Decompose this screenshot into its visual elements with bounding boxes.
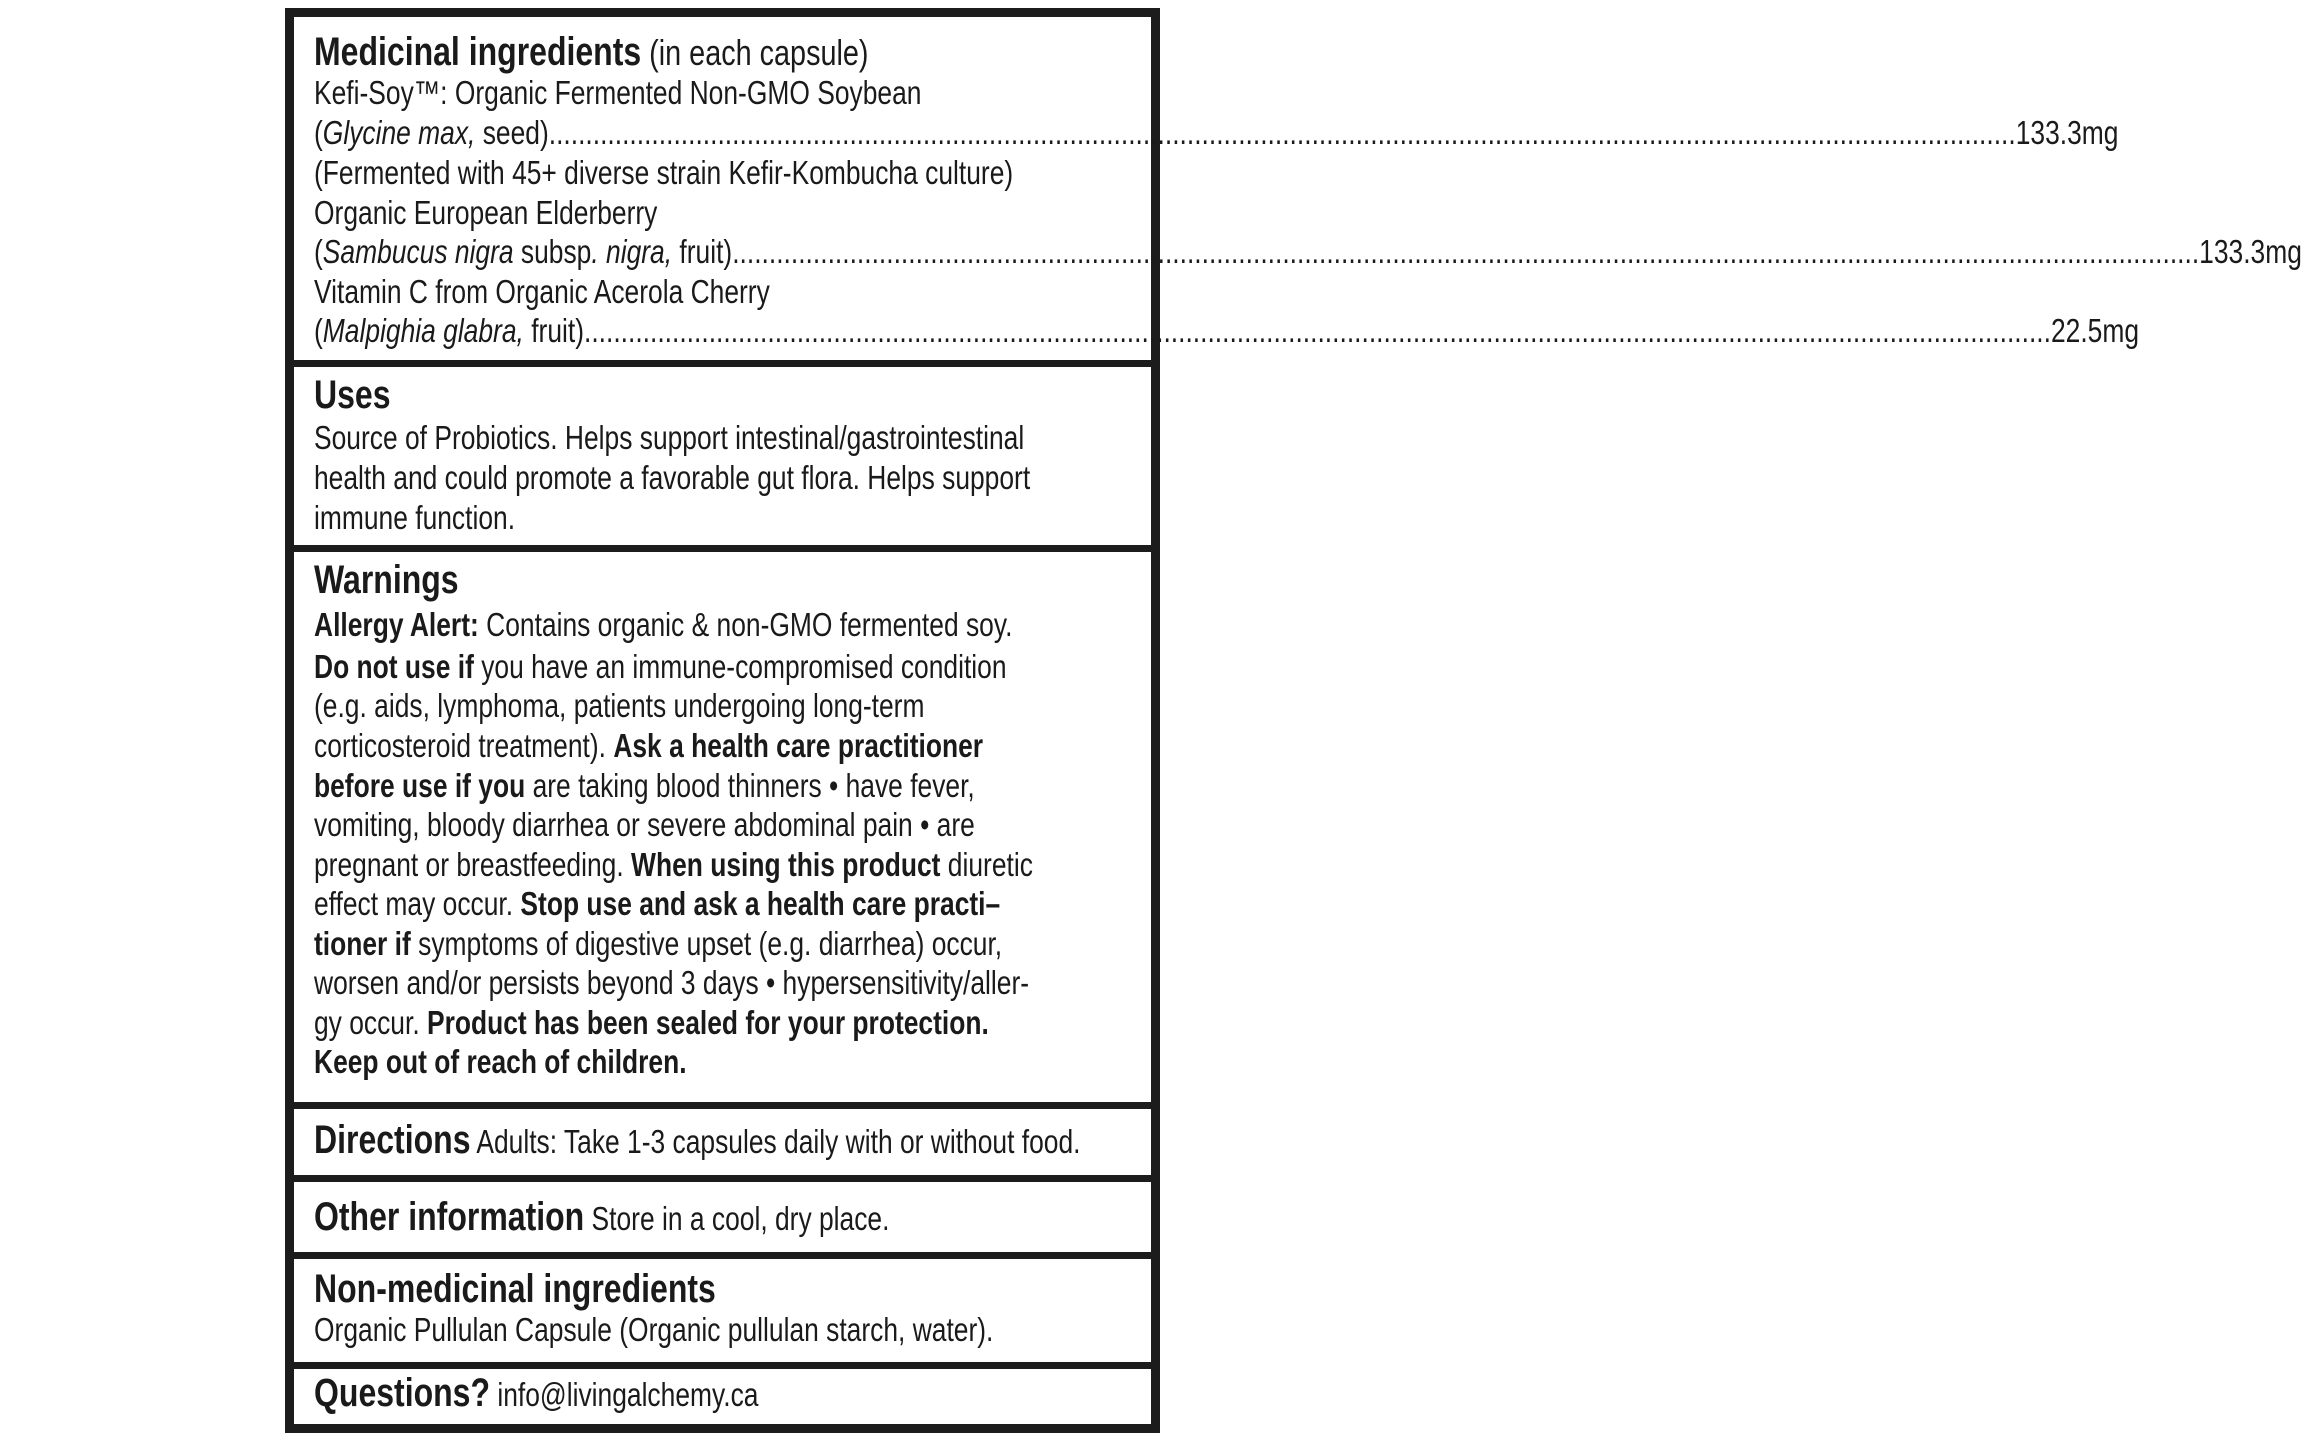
section-divider [294, 1175, 1151, 1182]
section-divider [294, 1102, 1151, 1109]
bold-text: tioner if [314, 925, 411, 962]
ingredient-amount: 22.5mg [2050, 312, 2140, 349]
text-line [314, 845, 1033, 885]
section-divider [294, 545, 1151, 552]
ingredient-amount-line [314, 311, 2140, 351]
text-line [314, 73, 921, 113]
dot-leader: ........................................................................................................................................................................................................ [732, 233, 2200, 270]
text-segment: ( [314, 114, 323, 151]
text-segment: ( [314, 312, 323, 349]
text-segment: Contains organic & non-GMO fermented soy. [478, 606, 1013, 643]
dot-leader: ........................................................................................................................................................................................................ [584, 312, 2051, 349]
text-segment: you have an immune-compromised condition [473, 648, 1007, 685]
bold-text: When using this product [631, 846, 941, 883]
text-line [314, 1042, 687, 1082]
text-line [314, 726, 983, 766]
text-segment: vomiting, bloody diarrhea or severe abdominal pain • are [314, 806, 975, 843]
section-heading: Non-medicinal ingredients [314, 1267, 716, 1311]
text-segment: (e.g. aids, lymphoma, patients undergoing long-term [314, 687, 925, 724]
text-segment: health and could promote a favorable gut flora. Helps support [314, 459, 1031, 496]
text-segment: (Fermented with 45+ diverse strain Kefir-Kombucha culture) [314, 154, 1014, 191]
text-line [314, 1310, 993, 1350]
text-segment: are taking blood thinners • have fever, [525, 767, 975, 804]
text-line [314, 686, 924, 726]
text-segment: Kefi-Soy™: Organic Fermented Non-GMO Soybean [314, 74, 922, 111]
text-line [314, 963, 1029, 1003]
text-line [314, 647, 1007, 687]
text-segment: (in each capsule) [641, 32, 869, 73]
dot-leader: ........................................................................................................................................................................................................ [548, 114, 2016, 151]
text-segment: Malpighia glabra, [322, 312, 524, 349]
ingredient-name [314, 311, 584, 351]
text-segment: fruit) [672, 233, 733, 270]
text-segment: gy occur. [314, 1004, 427, 1041]
text-segment: Glycine max, [322, 114, 476, 151]
text-segment: Sambucus nigra [322, 233, 514, 270]
text-segment: Store in a cool, dry place. [584, 1200, 890, 1237]
text-line [314, 1003, 989, 1043]
text-line [314, 375, 391, 415]
text-line [314, 1120, 1080, 1160]
bold-text: Ask a health care practitioner [613, 727, 984, 764]
text-line [314, 153, 1013, 193]
text-line [314, 1197, 889, 1237]
text-segment: subsp [513, 233, 592, 270]
text-segment[interactable]: info@livingalchemy.ca [490, 1376, 759, 1413]
text-segment: effect may occur. [314, 885, 521, 922]
bold-text: Stop use and ask a health care practi– [520, 885, 1001, 922]
text-segment: pregnant or breastfeeding. [314, 846, 632, 883]
text-segment: symptoms of digestive upset (e.g. diarrhea) occur, [410, 925, 1003, 962]
text-segment: Vitamin C from Organic Acerola Cherry [314, 273, 770, 310]
section-divider [294, 1362, 1151, 1369]
text-segment: fruit) [523, 312, 584, 349]
section-heading: Questions? [314, 1371, 491, 1415]
text-segment: Organic European Elderberry [314, 194, 658, 231]
text-segment: worsen and/or persists beyond 3 days • hypersensitivity/aller- [314, 964, 1030, 1001]
section-heading: Warnings [314, 558, 459, 602]
text-line [314, 458, 1030, 498]
text-segment: Adults: Take 1-3 capsules daily with or without food. [470, 1123, 1081, 1160]
ingredient-name [314, 113, 549, 153]
ingredient-amount-line [314, 113, 2119, 153]
ingredient-amount: 133.3mg [2199, 233, 2302, 270]
text-segment: Source of Probiotics. Helps support intestinal/gastrointestinal [314, 419, 1025, 456]
text-line [314, 924, 1002, 964]
text-segment: diuretic [940, 846, 1033, 883]
text-line [314, 418, 1024, 458]
bold-text: Allergy Alert: [314, 606, 479, 643]
text-line [314, 766, 975, 806]
bold-text: Keep out of reach of children. [314, 1043, 687, 1080]
bold-text: Do not use if [314, 648, 474, 685]
text-line [314, 1373, 758, 1413]
section-divider [294, 1252, 1151, 1259]
text-line [314, 272, 770, 312]
text-line [314, 193, 657, 233]
supplement-facts-label [285, 8, 2302, 1433]
text-segment: . nigra, [591, 233, 673, 270]
text-line [314, 32, 869, 72]
ingredient-amount-line [314, 232, 2302, 272]
text-line [314, 805, 975, 845]
section-divider [294, 360, 1151, 367]
text-segment: seed) [475, 114, 549, 151]
text-line [314, 884, 1000, 924]
section-heading: Directions [314, 1118, 471, 1162]
text-line [314, 1269, 716, 1309]
section-heading: Medicinal ingredients [314, 30, 642, 74]
text-line [314, 498, 515, 538]
bold-text: Product has been sealed for your protection. [426, 1004, 989, 1041]
section-heading: Other information [314, 1195, 585, 1239]
text-segment: immune function. [314, 499, 516, 536]
bold-text: before use if you [314, 767, 526, 804]
text-segment: Organic Pullulan Capsule (Organic pullulan starch, water). [314, 1311, 994, 1348]
ingredient-name [314, 232, 732, 272]
text-line [314, 560, 459, 600]
section-heading: Uses [314, 373, 391, 417]
text-segment: corticosteroid treatment). [314, 727, 614, 764]
ingredient-amount: 133.3mg [2015, 114, 2119, 151]
text-segment: ( [314, 233, 323, 270]
text-line [314, 605, 1012, 645]
